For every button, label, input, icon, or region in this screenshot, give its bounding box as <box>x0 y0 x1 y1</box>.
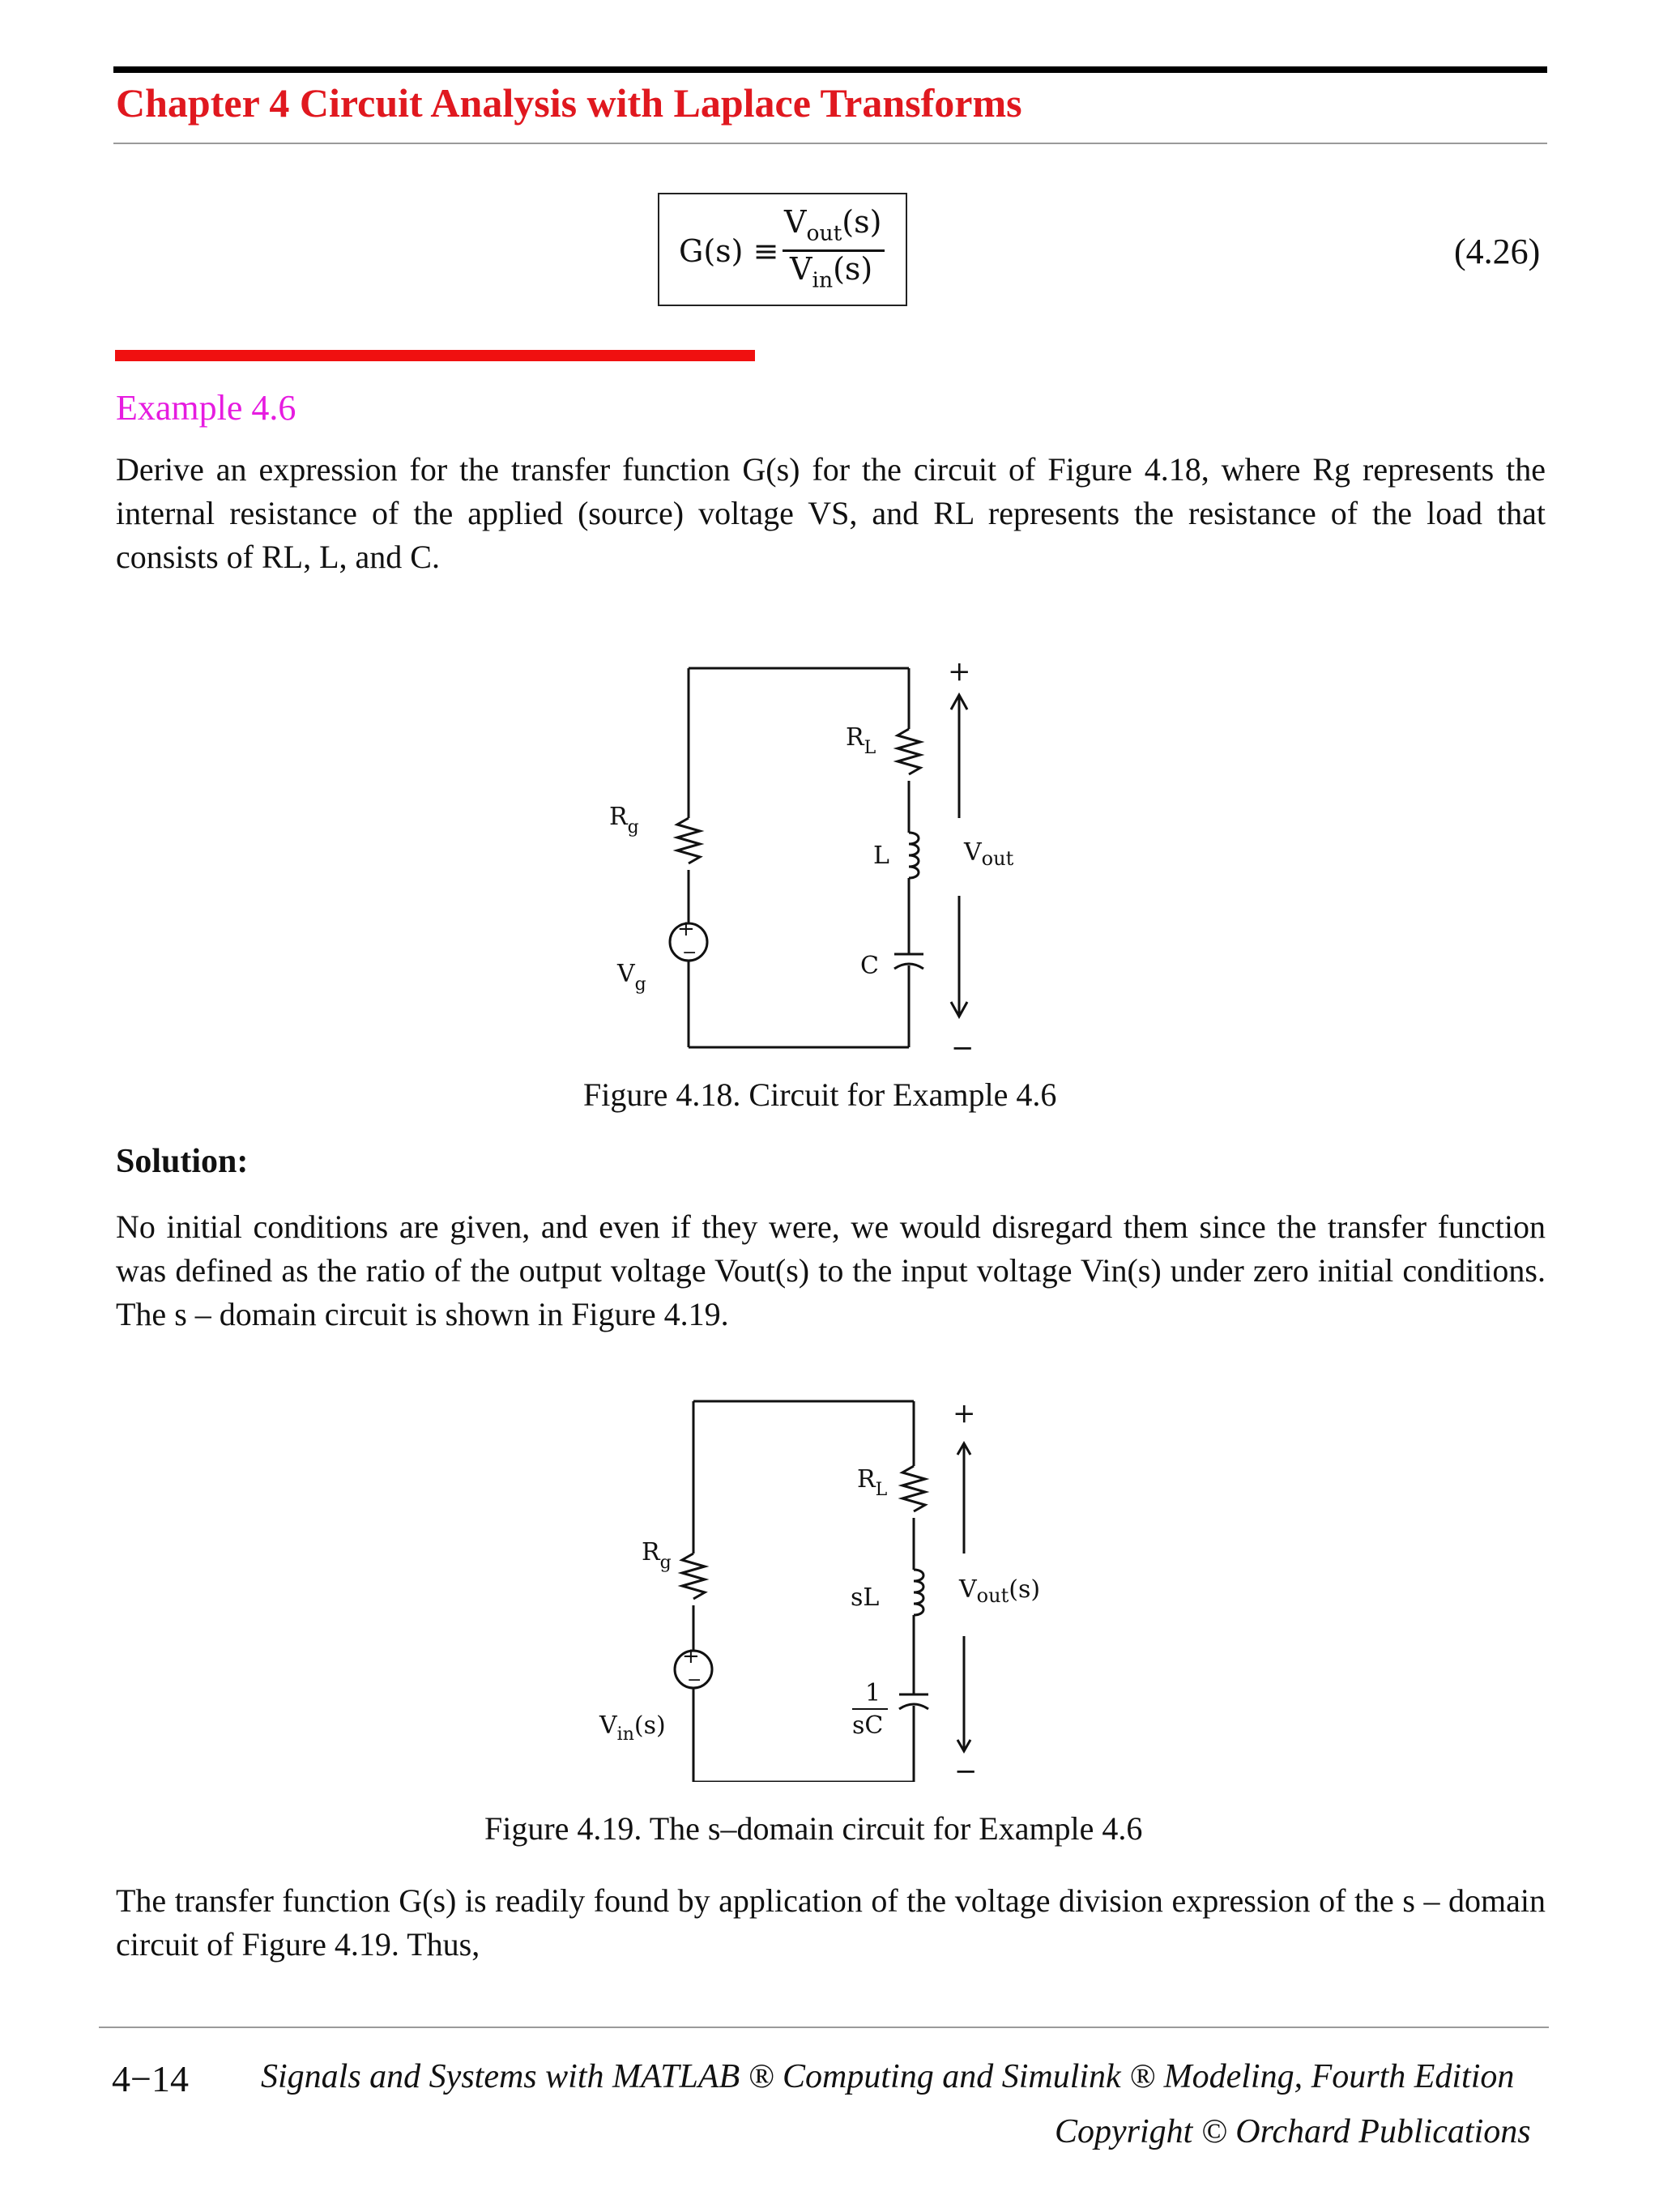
label-rl: $R_L$ <box>846 723 876 758</box>
vout-minus: − <box>951 1032 975 1064</box>
vout-plus: + <box>948 655 971 688</box>
label-vin: $V_{in}(s)$ <box>599 1711 666 1745</box>
resistor-rg <box>682 1554 705 1599</box>
copyright-line: Copyright © Orchard Publications <box>1055 2113 1531 2150</box>
inductor-sl <box>914 1570 923 1615</box>
label-rg: $R_g$ <box>642 1538 672 1573</box>
example-separator-bar <box>115 350 755 361</box>
book-title: Signals and Systems with MATLAB ® Computing and Simulink ® Modeling, Fourth Edition <box>261 2058 1515 2095</box>
resistor-rl <box>902 1466 925 1511</box>
svg-text:+: + <box>677 917 695 941</box>
vout-plus: + <box>953 1397 976 1430</box>
label-c-den: sC <box>852 1711 884 1740</box>
label-c-num: 1 <box>865 1679 881 1707</box>
figure-4-18-caption: Figure 4.18. Circuit for Example 4.6 <box>583 1076 1057 1113</box>
equation-number: (4.26) <box>1454 232 1541 271</box>
label-vg: $V_g$ <box>617 960 646 995</box>
figure-4-19-circuit <box>567 1393 1134 1782</box>
equation-lhs: G(s) ≡ <box>679 233 779 269</box>
header-divider <box>113 143 1547 144</box>
label-rl: $R_L$ <box>857 1465 888 1500</box>
svg-text:+: + <box>682 1644 700 1669</box>
svg-text:−: − <box>687 1670 702 1690</box>
resistor-rl <box>898 729 920 774</box>
chapter-title: Chapter 4 Circuit Analysis with Laplace Transforms <box>116 80 1022 126</box>
inductor-l <box>909 833 919 878</box>
top-rule <box>113 66 1547 73</box>
svg-text:−: − <box>682 943 697 963</box>
page-number: 4−14 <box>112 2058 189 2099</box>
label-l: L <box>873 842 889 870</box>
solution-heading: Solution: <box>116 1143 249 1180</box>
label-sl: sL <box>851 1583 880 1612</box>
solution-paragraph: No initial conditions are given, and even if they were, we would disregard them since the transfer function was defined as the ratio of the output voltage Vout(s) to the input voltage Vin(s) under zero initial conditions. The s – domain circuit is shown in Figure 4.19. <box>116 1208 1546 1332</box>
example-paragraph: Derive an expression for the transfer function G(s) for the circuit of Figure 4.18, where Rg represents the internal resistance of the applied (source) voltage VS, and RL represents the resistance of the load that consists of RL, L, and C. <box>116 451 1546 575</box>
figure-4-19-caption: Figure 4.19. The s–domain circuit for Example 4.6 <box>484 1810 1143 1847</box>
footer-divider <box>99 2027 1549 2028</box>
equation-numerator: $V_{out}(s)$ <box>784 204 882 246</box>
label-c: C <box>860 952 879 980</box>
vout-minus: − <box>954 1755 978 1782</box>
equation-denominator: $V_{in}(s)$ <box>790 251 873 293</box>
example-title: Example 4.6 <box>116 388 296 428</box>
figure-4-18-circuit <box>567 648 1134 1069</box>
label-rg: $R_g$ <box>609 803 639 837</box>
label-vout: $V_{out}(s)$ <box>959 1575 1041 1607</box>
label-vout: $V_{out}$ <box>964 838 1014 870</box>
conclusion-paragraph: The transfer function G(s) is readily found by application of the voltage division expression of the s – domain circuit of Figure 4.19. Thus, <box>116 1882 1546 1963</box>
resistor-rg <box>677 818 700 863</box>
